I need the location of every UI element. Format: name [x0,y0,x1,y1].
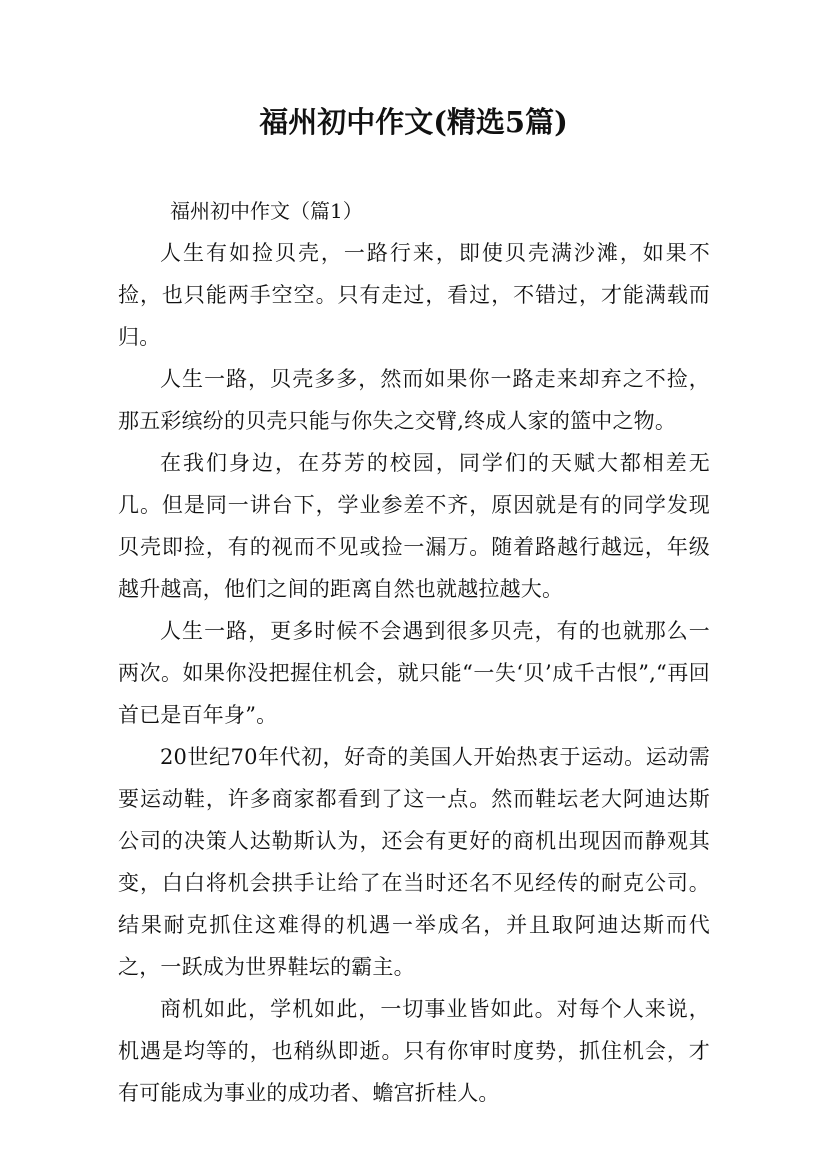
paragraph: 20世纪70年代初，好奇的美国人开始热衷于运动。运动需要运动鞋，许多商家都看到了这一点。然而鞋坛老大阿迪达斯公司的决策人达勒斯认为，还会有更好的商机出现因而静观其变，白白将机会拱手让给了在当时还名不见经传的耐克公司。结果耐克抓住这难得的机遇一举成名，并且取阿迪达斯而代之，一跃成为世界鞋坛的霸主。 [118,745,710,979]
paragraph: 在我们身边，在芬芳的校园，同学们的天赋大都相差无几。但是同一讲台下，学业参差不齐，原因就是有的同学发现贝壳即捡，有的视而不见或捡一漏万。随着路越行越远，年级越升越高，他们之间的距离自然也就越拉越大。 [118,451,710,601]
paragraph: 商机如此，学机如此，一切事业皆如此。对每个人来说，机遇是均等的，也稍纵即逝。只有你审时度势，抓住机会，才有可能成为事业的成功者、蟾宫折桂人。 [118,997,710,1105]
section-heading: 福州初中作文（篇1） [170,199,363,223]
document-title: 福州初中作文(精选5篇) [259,105,568,139]
paragraph: 人生一路，更多时候不会遇到很多贝壳，有的也就那么一两次。如果你没把握住机会，就只能“一失‘贝’成千古恨”,“再回首已是百年身”。 [118,619,710,727]
document-body [118,190,710,1114]
paragraph: 人生有如捡贝壳，一路行来，即使贝壳满沙滩，如果不捡，也只能两手空空。只有走过，看过，不错过，才能满载而归。 [118,241,710,349]
paragraph: 人生一路，贝壳多多，然而如果你一路走来却弃之不捡，那五彩缤纷的贝壳只能与你失之交臂,终成人家的篮中之物。 [118,367,710,433]
